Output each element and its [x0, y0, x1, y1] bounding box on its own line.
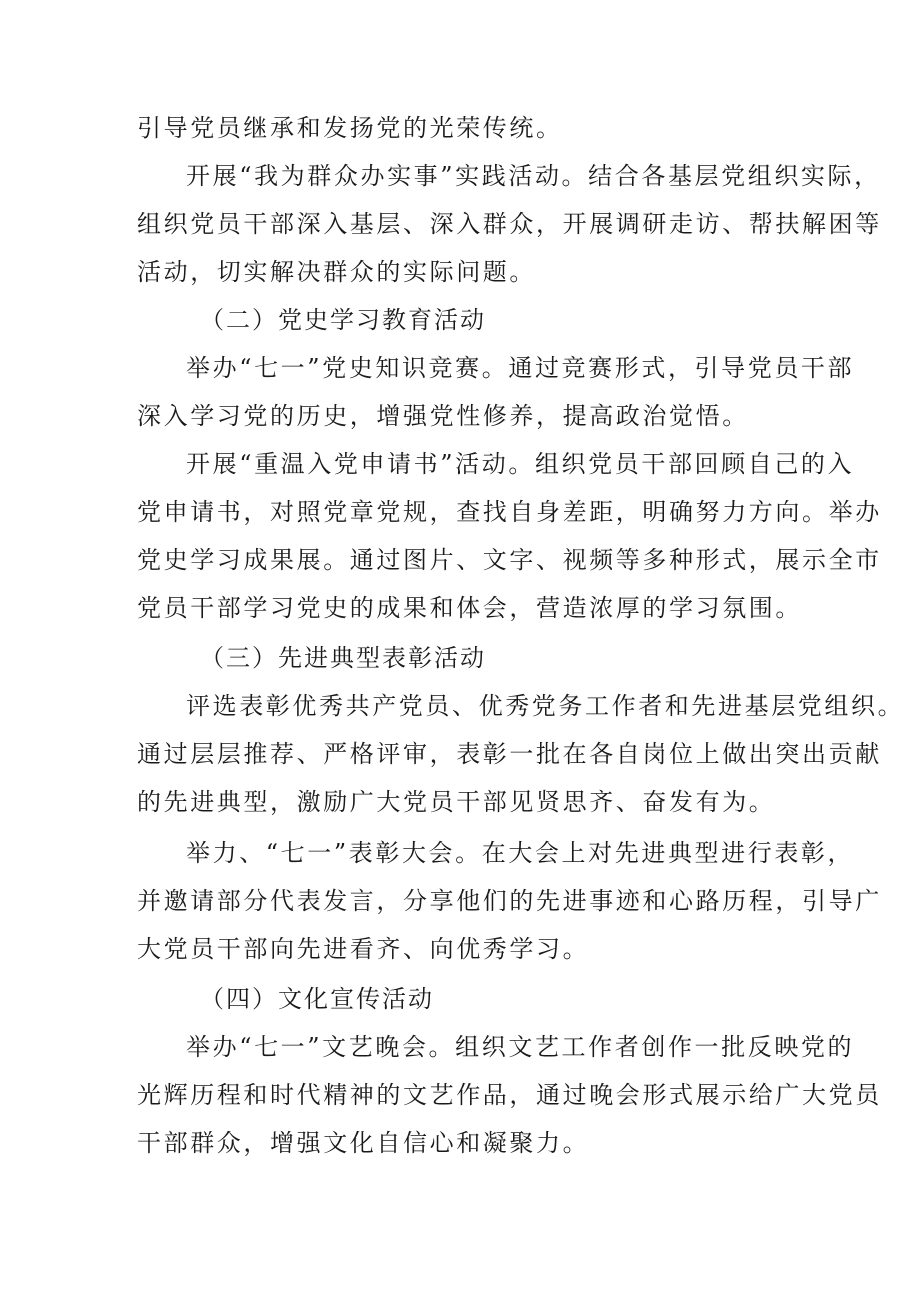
paragraph-first-line: 举办“七一”党史知识竞赛。通过竞赛形式，引导党员干部: [186, 354, 855, 382]
section-heading: （三）先进典型表彰活动: [200, 644, 486, 672]
paragraph-first-line: 开展“重温入党申请书”活动。组织党员干部回顾自己的入: [186, 450, 855, 478]
text-line: 党员干部学习党史的成果和体会，营造浓厚的学习氛围。: [137, 594, 802, 622]
section-heading: （二）党史学习教育活动: [200, 306, 486, 334]
text-line: 引导党员继承和发扬党的光荣传统。: [137, 114, 563, 142]
text-line: 党申请书，对照党章党规，查找自身差距，明确努力方向。举办: [137, 498, 882, 526]
text-line: 大党员干部向先进看齐、向优秀学习。: [137, 935, 590, 963]
paragraph-first-line: 评选表彰优秀共产党员、优秀党务工作者和先进基层党组织。: [186, 692, 905, 720]
text-line: 深入学习党的历史，增强党性修养，提高政治觉悟。: [137, 402, 749, 430]
text-line: 党史学习成果展。通过图片、文字、视频等多种形式，展示全市: [137, 546, 882, 574]
text-line: 活动，切实解决群众的实际问题。: [137, 258, 536, 286]
paragraph-first-line: 举办“七一”文艺晚会。组织文艺工作者创作一批反映党的: [186, 1033, 855, 1061]
paragraph-first-line: 举力、“七一”表彰大会。在大会上对先进典型进行表彰，: [186, 839, 855, 867]
text-line: 的先进典型，激励广大党员干部见贤思齐、奋发有为。: [137, 788, 776, 816]
section-heading: （四）文化宣传活动: [200, 985, 434, 1013]
text-line: 组织党员干部深入基层、深入群众，开展调研走访、帮扶解困等: [137, 210, 882, 238]
text-line: 通过层层推荐、严格评审，表彰一批在各自岗位上做出突出贡献: [137, 740, 882, 768]
text-line: 干部群众，增强文化自信心和凝聚力。: [137, 1129, 590, 1157]
paragraph-first-line: 开展“我为群众办实事”实践活动。结合各基层党组织实际，: [186, 162, 881, 190]
text-line: 并邀请部分代表发言，分享他们的先进事迹和心路历程，引导广: [137, 887, 882, 915]
text-line: 光辉历程和时代精神的文艺作品，通过晚会形式展示给广大党员: [137, 1081, 882, 1109]
